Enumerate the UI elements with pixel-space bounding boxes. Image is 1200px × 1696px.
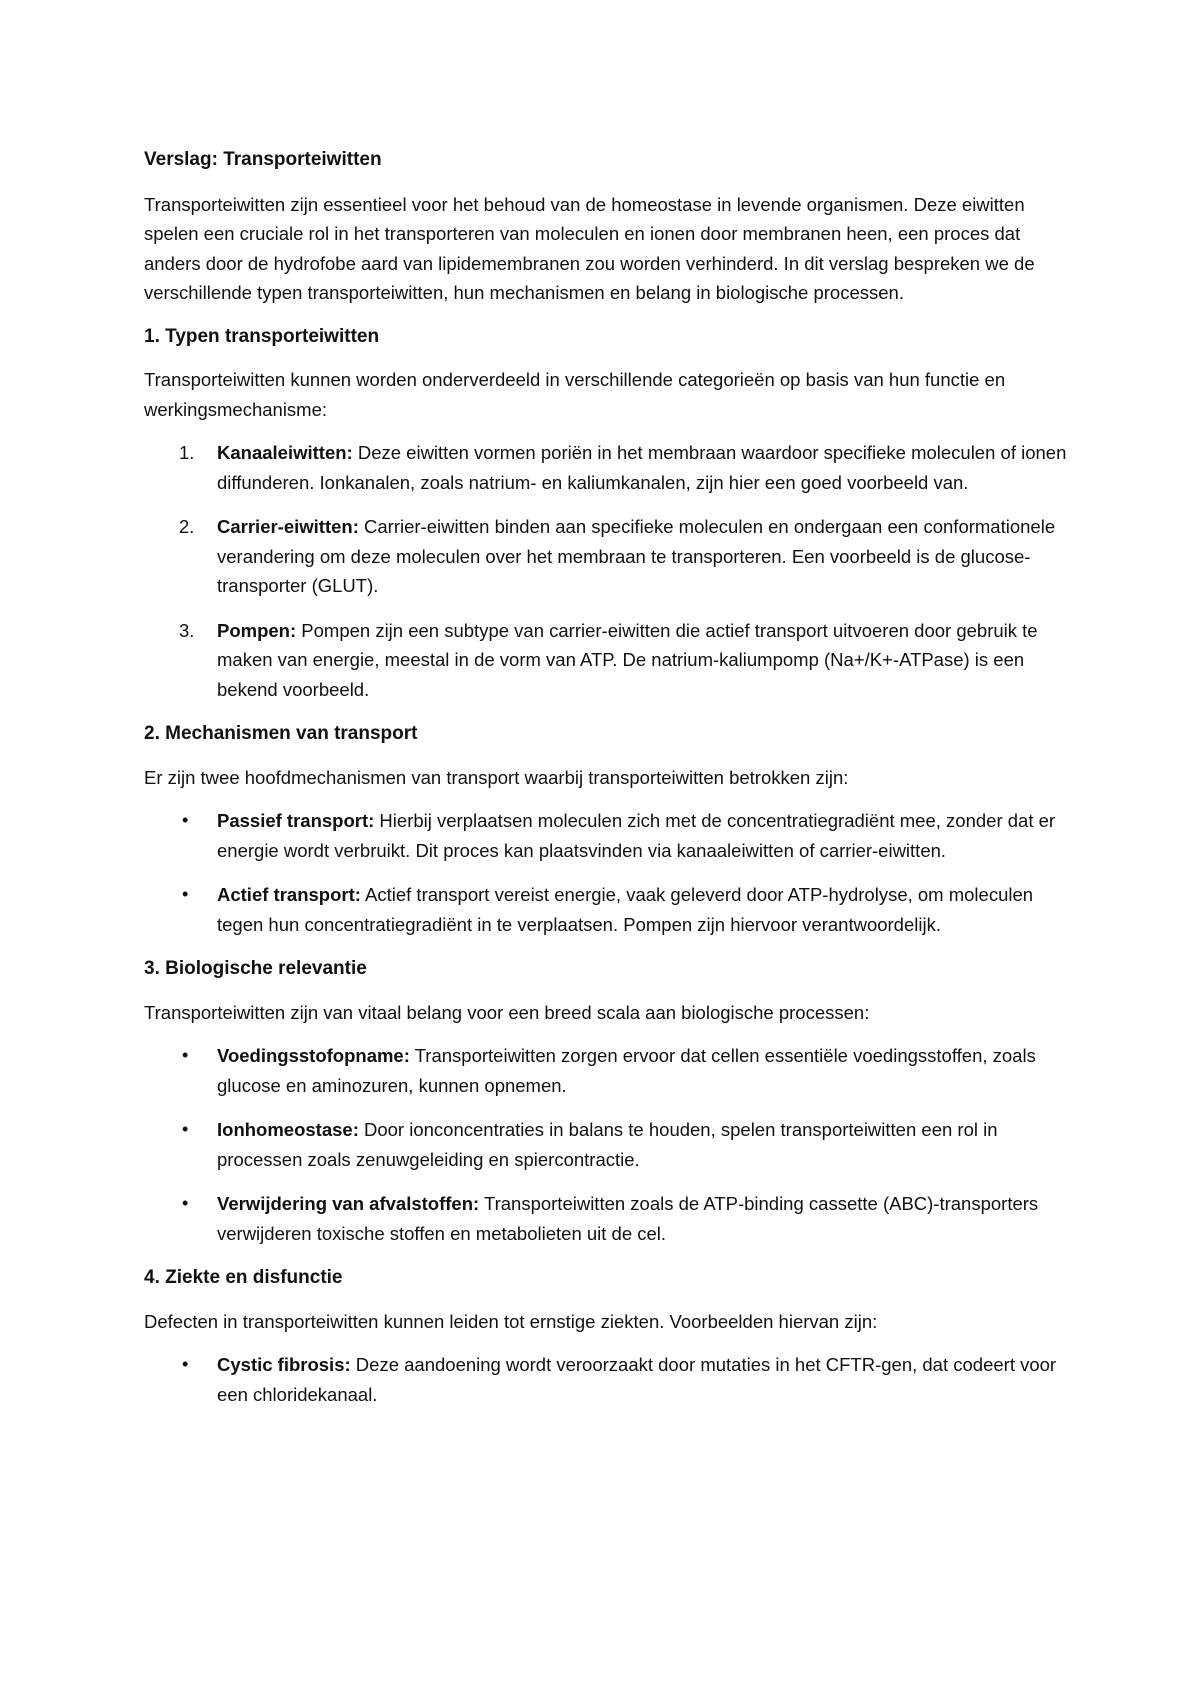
list-item	[144, 438, 1074, 497]
list-term: Ionhomeostase:	[217, 1119, 359, 1140]
list-term: Cystic fibrosis:	[217, 1354, 351, 1375]
intro-paragraph: Transporteiwitten zijn essentieel voor het behoud van de homeostase in levende organismen. Deze eiwitten spelen een cruciale rol in het transporteren van moleculen en ionen door membranen heen, een proces dat anders door de hydrofobe aard van lipidemembranen zou worden verhinderd. In dit verslag bespreken we de verschillende typen transporteiwitten, hun mechanismen en belang in biologische processen.	[144, 193, 1035, 303]
list-description: Carrier-eiwitten binden aan specifieke moleculen en ondergaan een conformationele verandering om deze moleculen over het membraan te transporteren. Een voorbeeld is de glucose-transporter (GLUT).	[217, 516, 1056, 596]
document-page	[144, 145, 1074, 1424]
bullet-icon: •	[182, 1119, 189, 1139]
list-term: Pompen:	[217, 619, 297, 641]
list-description: Hierbij verplaatsen moleculen zich met de concentratiegradiënt mee, zonder dat er energie wordt verbruikt. Dit proces kan plaatsvinden via kanaaleiwitten of carrier-eiwitten.	[217, 810, 1056, 861]
section-heading-typen: 1. Typen transporteiwitten	[144, 325, 380, 347]
list-description: Pompen zijn een subtype van carrier-eiwitten die actief transport uitvoeren door gebruik te maken van energie, meestal in de vorm van ATP. De natrium-kaliumpomp (Na+/K+-ATPase) is een bekend voorbeeld.	[217, 619, 1038, 700]
list-item	[144, 1189, 1074, 1248]
list-term: Passief transport:	[217, 810, 375, 831]
section-text-mechanismen: Er zijn twee hoofdmechanismen van transport waarbij transporteiwitten betrokken zijn:	[144, 766, 849, 788]
section-heading-ziekte: 4. Ziekte en disfunctie	[144, 1267, 343, 1288]
bullet-icon: •	[182, 810, 189, 830]
list-item	[144, 806, 1074, 865]
bullet-list-ziekte	[144, 1350, 1074, 1409]
list-description: Transporteiwitten zorgen ervoor dat cellen essentiële voedingsstoffen, zoals glucose en aminozuren, kunnen opnemen.	[217, 1045, 1036, 1096]
list-item	[144, 1115, 1074, 1174]
bullet-list-relevantie	[144, 1041, 1074, 1248]
section-heading-relevantie: 3. Biologische relevantie	[144, 958, 367, 979]
bullet-icon: •	[182, 1193, 189, 1213]
section-text-ziekte: Defecten in transporteiwitten kunnen leiden tot ernstige ziekten. Voorbeelden hiervan zijn:	[144, 1310, 878, 1332]
list-item	[144, 1041, 1074, 1100]
bullet-icon: •	[182, 1354, 189, 1374]
section-heading-mechanismen: 2. Mechanismen van transport	[144, 723, 418, 744]
list-number: 1.	[179, 442, 195, 463]
list-description: Deze aandoening wordt veroorzaakt door mutaties in het CFTR-gen, dat codeert voor een chloridekanaal.	[217, 1354, 1057, 1405]
list-term: Voedingsstofopname:	[217, 1045, 410, 1066]
section-text-typen: Transporteiwitten kunnen worden onderverdeeld in verschillende categorieën op basis van hun functie en werkingsmechanisme:	[144, 369, 1006, 420]
list-description: Deze eiwitten vormen poriën in het membraan waardoor specifieke moleculen of ionen diffunderen. Ionkanalen, zoals natrium- en kaliumkanalen, zijn hier een goed voorbeeld van.	[217, 442, 1067, 493]
bullet-icon: •	[182, 1045, 189, 1065]
list-term: Carrier-eiwitten:	[217, 516, 359, 537]
list-item	[144, 1350, 1074, 1409]
list-item	[144, 512, 1074, 601]
bullet-icon: •	[182, 884, 189, 904]
list-description: Actief transport vereist energie, vaak geleverd door ATP-hydrolyse, om moleculen tegen hun concentratiegradiënt in te verplaatsen. Pompen zijn hiervoor verantwoordelijk.	[217, 884, 1034, 935]
numbered-list-typen	[144, 438, 1074, 704]
list-number: 3.	[179, 619, 195, 641]
list-number: 2.	[179, 516, 195, 537]
list-item	[144, 880, 1074, 939]
bullet-list-mechanismen	[144, 806, 1074, 939]
list-description: Transporteiwitten zoals de ATP-binding cassette (ABC)-transporters verwijderen toxische stoffen en metabolieten uit de cel.	[217, 1193, 1039, 1244]
list-item	[144, 616, 1074, 705]
list-term: Actief transport:	[217, 884, 361, 905]
list-term: Verwijdering van afvalstoffen:	[217, 1193, 480, 1214]
list-term: Kanaaleiwitten:	[217, 442, 353, 463]
section-text-relevantie: Transporteiwitten zijn van vitaal belang voor een breed scala aan biologische processen:	[144, 1001, 870, 1023]
document-title: Verslag: Transporteiwitten	[144, 149, 382, 170]
list-description: Door ionconcentraties in balans te houden, spelen transporteiwitten een rol in processen zoals zenuwgeleiding en spiercontractie.	[217, 1119, 998, 1170]
